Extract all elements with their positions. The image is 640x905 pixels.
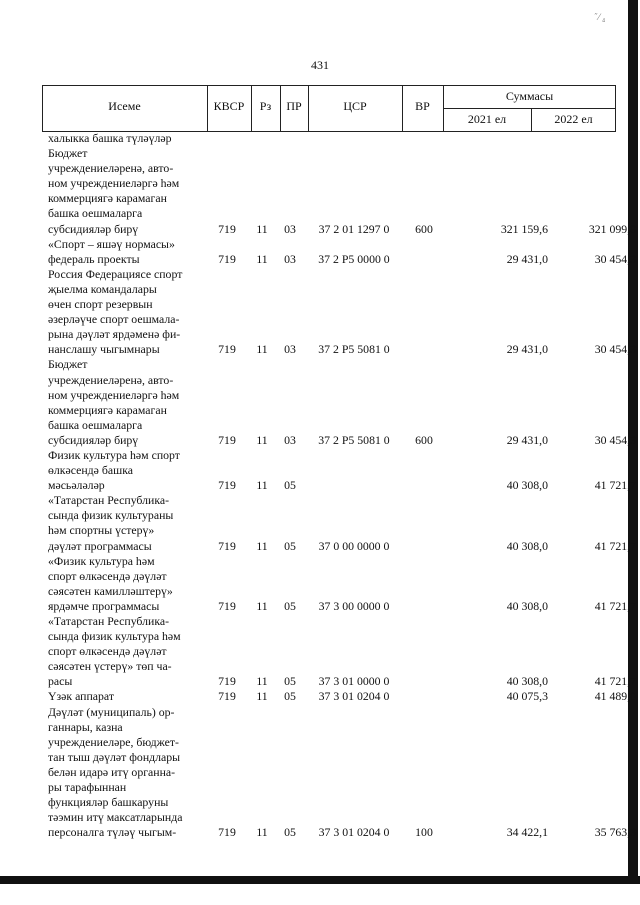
row-name-line: коммерциягә карамаган: [48, 191, 167, 206]
row-name: [48, 267, 206, 358]
header-year-2022: 2022 ел: [554, 112, 593, 126]
row-name-line: өчен спорт резервын: [48, 297, 153, 312]
row-name-line: җыелма командалары: [48, 281, 157, 296]
row-name-line: дәүләт программасы: [48, 538, 152, 553]
pr-cell: 05: [284, 689, 296, 704]
row-name-line: әзерләүче спорт оешмала-: [48, 312, 180, 327]
row-name: [48, 146, 206, 237]
csr-cell: 37 2 P5 5081 0: [318, 432, 390, 447]
row-name-line: «Татарстан Республика-: [48, 493, 170, 508]
sum-2022-cell: 35 763,3: [594, 825, 636, 840]
table-row: [0, 267, 640, 358]
row-name: [48, 689, 206, 704]
pr-cell: 05: [284, 598, 296, 613]
row-name-line: Үзәк аппарат: [48, 689, 115, 704]
rz-cell: 11: [256, 432, 268, 447]
sum-2022-cell: 41 721,7: [594, 538, 636, 553]
row-name-line: ном учреждениеләргә һәм: [48, 176, 180, 191]
row-name-line: сында физик культура һәм: [48, 629, 181, 644]
sum-2022-cell: 321 099,8: [588, 221, 636, 236]
kvsr-cell: 719: [218, 689, 236, 704]
row-name-line: Дәүләт (муниципаль) ор-: [48, 704, 175, 719]
table-header: [42, 85, 616, 131]
rz-cell: 11: [256, 825, 268, 840]
row-name-line: ярдәмче программасы: [48, 598, 160, 613]
sum-2022-cell: 41 721,7: [594, 478, 636, 493]
csr-cell: 37 3 01 0204 0: [318, 689, 390, 704]
rz-cell: 11: [256, 689, 268, 704]
pr-cell: 03: [284, 432, 296, 447]
csr-cell: 37 2 P5 5081 0: [318, 342, 390, 357]
row-name-line: белән идарә итү органна-: [48, 764, 176, 779]
row-name-line: учреждениеләре, бюджет-: [48, 734, 179, 749]
kvsr-cell: 719: [218, 221, 236, 236]
row-name: [48, 357, 206, 448]
kvsr-cell: 719: [218, 538, 236, 553]
csr-cell: 37 0 00 0000 0: [318, 538, 390, 553]
pr-cell: 05: [284, 825, 296, 840]
row-name-line: башка оешмаларга: [48, 417, 143, 432]
row-name-line: «Спорт – яшәү нормасы»: [48, 236, 175, 251]
sum-2022-cell: 30 454,3: [594, 432, 636, 447]
row-name-line: Бюджет: [48, 357, 88, 372]
row-name-line: учреждениеләренә, авто-: [48, 161, 174, 176]
pr-cell: 05: [284, 538, 296, 553]
row-name-line: Бюджет: [48, 146, 88, 161]
table-row: [0, 689, 640, 704]
sum-2022-cell: 41 721,7: [594, 674, 636, 689]
csr-cell: 37 2 P5 0000 0: [318, 251, 390, 266]
vr-cell: 600: [415, 221, 433, 236]
kvsr-cell: 719: [218, 478, 236, 493]
row-name-line: ном учреждениеләргә һәм: [48, 387, 180, 402]
row-name: [48, 237, 206, 267]
table-body: [0, 131, 640, 840]
row-name-line: Россия Федерациясе спорт: [48, 266, 183, 281]
pr-cell: 03: [284, 342, 296, 357]
row-name-line: мәсьәләләр: [48, 478, 105, 493]
pr-cell: 03: [284, 251, 296, 266]
table-row: [0, 146, 640, 237]
csr-cell: 37 2 01 1297 0: [318, 221, 390, 236]
kvsr-cell: 719: [218, 251, 236, 266]
row-name: [48, 493, 206, 553]
header-sums-rule: [443, 108, 616, 109]
sum-2022-cell: 30 454,3: [594, 251, 636, 266]
sum-2021-cell: 29 431,0: [506, 251, 548, 266]
row-name: [48, 554, 206, 614]
table-row: [0, 493, 640, 553]
header-name: Исеме: [108, 99, 141, 113]
row-name: [48, 705, 206, 841]
row-name-line: сәясәтен үстерү» төп ча-: [48, 659, 172, 674]
rz-cell: 11: [256, 538, 268, 553]
sum-2021-cell: 29 431,0: [506, 342, 548, 357]
table-row: [0, 357, 640, 448]
sum-2021-cell: 29 431,0: [506, 432, 548, 447]
row-name-line: учреждениеләренә, авто-: [48, 372, 174, 387]
table-row: [0, 705, 640, 841]
row-name-line: рына дәүләт ярдәменә фи-: [48, 327, 181, 342]
row-name-line: тан тыш дәүләт фондлары: [48, 749, 181, 764]
row-name-line: коммерциягә карамаган: [48, 402, 167, 417]
vr-cell: 600: [415, 432, 433, 447]
row-name-line: сәясәтен камилләштерү»: [48, 583, 173, 598]
pr-cell: 05: [284, 478, 296, 493]
rz-cell: 11: [256, 221, 268, 236]
rz-cell: 11: [256, 674, 268, 689]
table-row: [0, 131, 640, 146]
sum-2021-cell: 40 308,0: [506, 538, 548, 553]
row-name-line: тәэмин итү максатларында: [48, 810, 183, 825]
row-name-line: «Татарстан Республика-: [48, 614, 170, 628]
header-top-rule: [42, 85, 616, 86]
sum-2021-cell: 40 308,0: [506, 478, 548, 493]
pr-cell: 05: [284, 674, 296, 689]
header-csr: ЦСР: [343, 99, 367, 113]
sum-2022-cell: 41 489,0: [594, 689, 636, 704]
vr-cell: 100: [415, 825, 433, 840]
row-name-line: расы: [48, 674, 73, 689]
kvsr-cell: 719: [218, 342, 236, 357]
row-name-line: һәм спортны үстерү»: [48, 523, 155, 538]
rz-cell: 11: [256, 251, 268, 266]
csr-cell: 37 3 01 0000 0: [318, 674, 390, 689]
row-name-line: спорт өлкәсендә дәүләт: [48, 644, 167, 659]
row-name-line: халыкка башка түләүләр: [48, 131, 172, 145]
row-name-line: ры тарафыннан: [48, 780, 127, 795]
csr-cell: 37 3 00 0000 0: [318, 598, 390, 613]
rz-cell: 11: [256, 342, 268, 357]
table-row: [0, 237, 640, 267]
pr-cell: 03: [284, 221, 296, 236]
rz-cell: 11: [256, 598, 268, 613]
sum-2021-cell: 34 422,1: [506, 825, 548, 840]
rz-cell: 11: [256, 478, 268, 493]
sum-2022-cell: 30 454,3: [594, 342, 636, 357]
row-name-line: персоналга түләү чыгым-: [48, 825, 177, 840]
row-name: [48, 614, 206, 689]
row-name-line: өлкәсендә башка: [48, 463, 133, 478]
table-row: [0, 448, 640, 493]
sum-2021-cell: 321 159,6: [500, 221, 548, 236]
scan-border-bottom: [0, 876, 640, 884]
row-name: [48, 131, 206, 146]
sum-2021-cell: 40 308,0: [506, 598, 548, 613]
kvsr-cell: 719: [218, 674, 236, 689]
kvsr-cell: 719: [218, 432, 236, 447]
page-number: 431: [311, 58, 329, 72]
row-name-line: федераль проекты: [48, 251, 140, 266]
row-name: [48, 448, 206, 493]
table-row: [0, 554, 640, 614]
table-row: [0, 614, 640, 689]
row-name-line: функцияләр башкаруны: [48, 795, 169, 810]
row-name-line: башка оешмаларга: [48, 206, 143, 221]
csr-cell: 37 3 01 0204 0: [318, 825, 390, 840]
row-name-line: спорт өлкәсендә дәүләт: [48, 568, 167, 583]
sum-2021-cell: 40 308,0: [506, 674, 548, 689]
header-vr: ВР: [415, 99, 430, 113]
header-year-2021: 2021 ел: [467, 112, 507, 126]
header-sums: Суммасы: [505, 89, 554, 103]
corner-mark: ᷉ ⁄ ₄: [596, 12, 606, 22]
sum-2022-cell: 41 721,7: [594, 598, 636, 613]
header-kvsr: КВСР: [213, 99, 245, 113]
header-pr: ПР: [286, 99, 302, 113]
header-rz: Рз: [259, 99, 272, 113]
row-name-line: субсидияләр бирү: [48, 432, 139, 447]
row-name-line: ганнары, казна: [48, 719, 123, 734]
row-name-line: Физик культура һәм спорт: [48, 447, 180, 462]
row-name-line: нанслашу чыгымнары: [48, 342, 160, 357]
row-name-line: сында физик культураны: [48, 508, 174, 523]
row-name-line: субсидияләр бирү: [48, 221, 139, 236]
sum-2021-cell: 40 075,3: [506, 689, 548, 704]
row-name-line: «Физик культура һәм: [48, 553, 155, 568]
kvsr-cell: 719: [218, 825, 236, 840]
kvsr-cell: 719: [218, 598, 236, 613]
